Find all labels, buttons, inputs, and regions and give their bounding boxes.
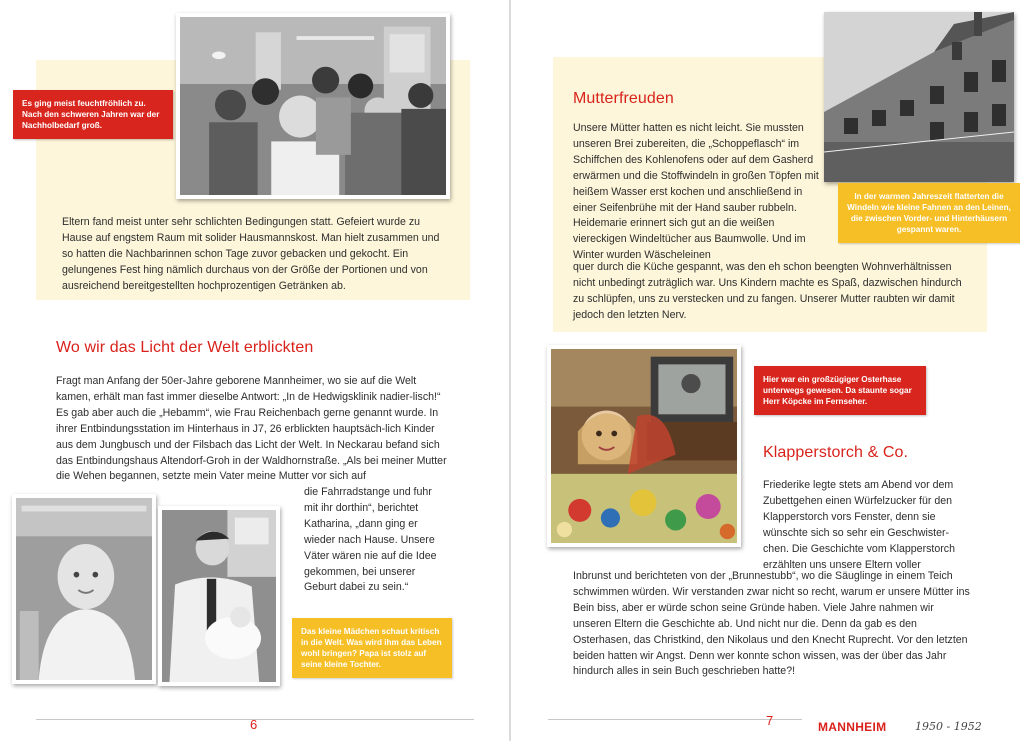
- storch-body-text-narrow: Friederike legte stets am Abend vor dem Zubettgehen einen Würfelzucker für den Klapperstorch vors Fenster, denn sie wünschte sich so sehr ein Geschwister-chen. Die Geschichte vom Klapperstorch erzählten uns unsere Eltern voller: [763, 479, 955, 571]
- page-fold: [509, 0, 511, 741]
- mutter-body-text-wide: quer durch die Küche gespannt, was den eh schon beengten Wohnverhältnissen nicht unbedingt zuträglich war. Uns Kindern machte es Spaß, dazwischen hindurch zu schlüpfen, uns zu verstecken und zu fangen. Unserer Mutter raubten wir damit jedoch den letzten Nerv.: [573, 261, 962, 321]
- father-photo-caption: Das kleine Mädchen schaut kritisch in die Welt. Was wird ihm das Leben wohl bringen? Papa ist stolz auf seine kleine Tochter.: [292, 618, 452, 678]
- storch-body-text-wide: Inbrunst und berichteten von der „Brunnestubb“, wo die Säuglinge in einem Teich schwimmen würden. Wir verstanden zwar nicht so recht, warum er unsere Mütter ins Bein biss, aber er würde schon seine Gründe haben. Viele Jahre nahmen wir unseren Eltern die Geschichte ab. Und nicht nur die. Denn da gab es den Osterhasen, das Christkind, den Nikolaus und den Knecht Ruprecht. Vor den letzten beiden hatten wir Angst. Denn wer konnte schon wissen, was der über das Jahr hindurch alles in sein Buch geschrieben hatte?!: [573, 570, 970, 678]
- brand-label: MANNHEIM: [818, 720, 887, 734]
- right-footer-rule: [548, 719, 802, 720]
- mutterfreuden-heading: Mutterfreuden: [573, 90, 674, 107]
- easter-photo-caption: Hier war ein großzügiger Osterhase unterwegs gewesen. Da staunte sogar Herr Köpcke im Fernseher.: [754, 366, 926, 415]
- birth-body-text-continued: die Fahrradstange und fuhr mit ihr dorthin“, berichtet Katharina, „dann ging er wieder nach Hause. Unsere Väter wären nie auf die Idee gekommen, bei unserer Geburt dabei zu sein.“: [304, 486, 437, 594]
- baby-photo-image: [16, 498, 152, 680]
- father-photo-image: [162, 510, 276, 682]
- party-photo: [176, 13, 450, 199]
- building-photo-caption: In der warmen Jahreszeit flatterten die Windeln wie kleine Fahnen an den Leinen, die zwischen Vorder- und Hinterhäusern gespannt waren.: [838, 183, 1020, 243]
- right-page-number: 7: [766, 713, 774, 728]
- birth-heading: Wo wir das Licht der Welt erblickten: [56, 339, 314, 356]
- party-photo-image: [180, 17, 446, 195]
- building-photo: [824, 12, 1014, 182]
- building-photo-image: [824, 12, 1014, 182]
- baby-photo: [12, 494, 156, 684]
- klapperstorch-heading: Klapperstorch & Co.: [763, 444, 909, 461]
- mutter-body-text-narrow: Unsere Mütter hatten es nicht leicht. Sie mussten unseren Brei zubereiten, die „Schoppeflasch“ im Schiffchen des Kohlenofens oder auf dem Gasherd erwärmen und die Stoffwindeln in großen Töpfen mit heißem Wasser erst kochen und anschließend in einer Seifenbrühe mit der Hand sauber rubbeln. Heidemarie erinnert sich gut an die weißen viereckigen Windeltücher aus Baumwolle. Und im Winter wurden Wäscheleinen: [573, 122, 819, 262]
- easter-photo-image: [551, 349, 737, 543]
- years-label: 1950 - 1952: [915, 720, 982, 733]
- party-photo-caption: Es ging meist feuchtfröhlich zu. Nach den schweren Jahren war der Nachholbedarf groß.: [13, 90, 173, 139]
- left-page-number: 6: [250, 717, 258, 732]
- easter-photo: [547, 345, 741, 547]
- party-body-text: Eltern fand meist unter sehr schlichten Bedingungen statt. Gefeiert wurde zu Hause auf engstem Raum mit solider Hausmannskost. Man hielt zusammen und so hatten die Nachbarinnen schon Tage zuvor gebacken und gekocht. Ein gelungenes Fest hing nämlich durchaus von der Größe der Portionen und von ausreichend bereitgestellten hochprozentigen Getränken ab.: [62, 216, 440, 292]
- father-photo: [158, 506, 280, 686]
- birth-body-text: Fragt man Anfang der 50er-Jahre geborene Mannheimer, wo sie auf die Welt kamen, erhält man fast immer dieselbe Antwort: „In de Hedwigsklinik nadier-lisch!“ Es gab aber auch die „Hebamm“, wie Frau Reichenbach gerne genannt wurde. In ihrer Entbindungsstation im Hinterhaus in J7, 26 erblickten hauptsäch-lich Kinder aus dem Jungbusch und der Filsbach das Licht der Welt. In Neckarau befand sich das Entbindungshaus Altendorf-Groh in der Waldhornstraße. „Als bei meiner Mutter die Wehen begannen, setzte mein Vater meine Mutter vor sich auf: [56, 375, 447, 483]
